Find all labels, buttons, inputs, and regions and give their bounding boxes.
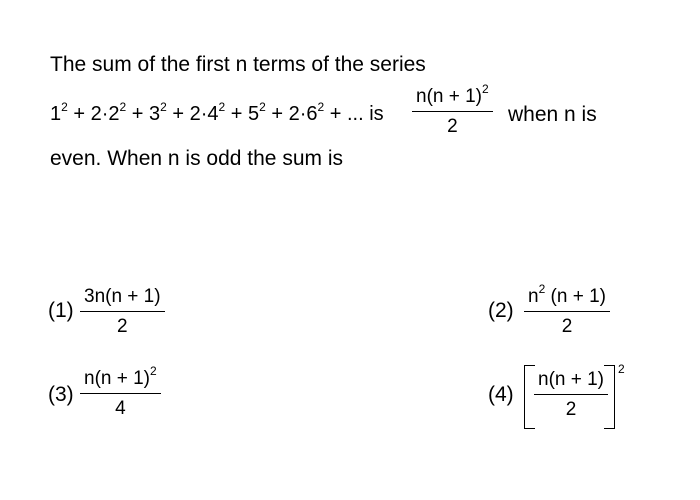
given-sum-formula <box>412 82 493 138</box>
series-term-5-exp: 2 <box>259 100 266 114</box>
option-3-numerator-base: n(n + 1) <box>84 368 151 389</box>
series-term-3-exp: 2 <box>160 100 167 114</box>
series-term-4: + 2·4 <box>166 103 219 125</box>
option-2-numerator-exp: 2 <box>538 282 546 296</box>
question-intro-text: The sum of the first n terms of the series <box>50 53 426 76</box>
series-term-3: + 3 <box>126 103 161 125</box>
option-3-denominator: 4 <box>115 398 126 419</box>
series-term-6: + 2·6 <box>265 103 318 125</box>
option-3-label: (3) <box>48 383 74 406</box>
option-1-numerator: 3n(n + 1) <box>80 286 165 312</box>
given-formula-denominator: 2 <box>447 116 458 137</box>
series-term-2: + 2·2 <box>67 103 120 125</box>
series-expression <box>50 100 384 126</box>
option-4-denominator: 2 <box>565 399 577 420</box>
series-term-6-exp: 2 <box>317 100 325 114</box>
question-line-2-tail <box>508 103 597 127</box>
option-4-label: (4) <box>488 383 514 406</box>
option-2-label: (2) <box>488 299 514 322</box>
series-term-2-exp: 2 <box>119 100 127 114</box>
option-1-label: (1) <box>48 299 74 322</box>
given-formula-numerator <box>412 82 493 112</box>
option-1-denominator: 2 <box>117 316 128 337</box>
question-line-1 <box>50 53 426 77</box>
option-2-denominator: 2 <box>561 316 573 337</box>
option-1-fraction <box>80 286 165 338</box>
option-3-numerator <box>80 364 161 394</box>
given-numerator-exp: 2 <box>482 82 489 96</box>
series-term-5: + 5 <box>225 103 260 125</box>
option-3-numerator-exp: 2 <box>150 364 157 378</box>
option-2-numerator-base: n <box>528 286 539 307</box>
series-tail: + ... is <box>324 103 384 125</box>
option-3-fraction <box>80 364 161 420</box>
series-term-4-exp: 2 <box>218 100 226 114</box>
option-4-right-bracket <box>604 365 615 429</box>
option-2-numerator-rest: (n + 1) <box>545 286 606 307</box>
series-term-1-exp: 2 <box>61 100 68 114</box>
odd-case-text: even. When n is odd the sum is <box>50 147 343 170</box>
given-numerator-base: n(n + 1) <box>416 86 483 107</box>
option-4-fraction <box>534 369 608 421</box>
option-4-numerator: n(n + 1) <box>534 369 608 395</box>
series-term-1: 1 <box>50 103 62 125</box>
option-2-numerator <box>524 282 610 312</box>
question-line-3 <box>50 147 343 171</box>
when-n-is-text: when n is <box>508 103 597 126</box>
option-2-fraction <box>524 282 610 338</box>
option-4-outer-exponent: 2 <box>618 362 625 376</box>
